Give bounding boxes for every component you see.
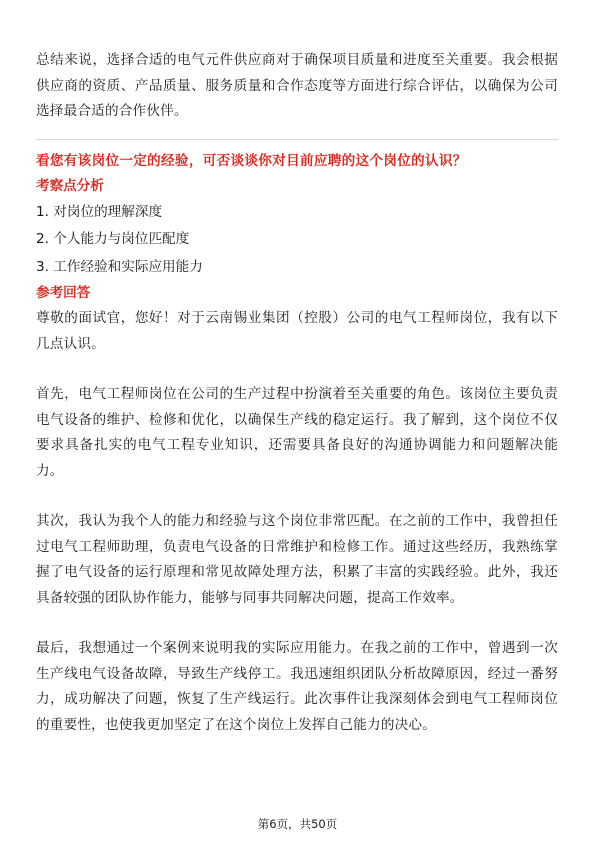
answer-paragraph: 尊敬的面试官，您好！对于云南锡业集团（控股）公司的电气工程师岗位，我有以下几点认识。 (36, 310, 558, 352)
interview-question: 看您有该岗位一定的经验，可否谈谈你对目前应聘的这个岗位的认识？ (36, 152, 467, 169)
answer-paragraph: 首先，电气工程师岗位在公司的生产过程中扮演着至关重要的角色。该岗位主要负责电气设备的维护、检修和优化，以确保生产线的稳定运行。我了解到，这个岗位不仅要求具备扎实的电气工程专业知识，还需要具备良好的沟通协调能力和问题解决能力。 (36, 386, 558, 479)
analysis-item: 3. 工作经验和实际应用能力 (36, 258, 203, 275)
intro-paragraph: 总结来说，选择合适的电气元件供应商对于确保项目质量和进度至关重要。我会根据供应商的资质、产品质量、服务质量和合作态度等方面进行综合评估，以确保为公司选择最合适的合作伙伴。 (36, 52, 558, 119)
paragraph-gap (36, 484, 558, 509)
answer-paragraph: 最后，我想通过一个案例来说明我的实际应用能力。在我之前的工作中，曾遇到一次生产线电气设备故障，导致生产线停工。我迅速组织团队分析故障原因，经过一番努力，成功解决了问题，恢复了生产线运行。此次事件让我深刻体会到电气工程师岗位的重要性，也使我更加坚定了在这个岗位上发挥自己能力的决心。 (36, 640, 558, 733)
paragraph-gap (36, 357, 558, 382)
page-content (36, 48, 558, 738)
analysis-item: 2. 个人能力与岗位匹配度 (36, 231, 190, 247)
page-number: 第6页，共50页 (257, 817, 338, 831)
section-divider (36, 139, 558, 140)
paragraph-gap (36, 611, 558, 636)
analysis-item: 1. 对岗位的理解深度 (36, 203, 163, 220)
analysis-title: 考察点分析 (36, 177, 104, 194)
answer-paragraph: 其次，我认为我个人的能力和经验与这个岗位非常匹配。在之前的工作中，我曾担任过电气工程师助理，负责电气设备的日常维护和检修工作。通过这些经历，我熟练掌握了电气设备的运行原理和常见故障处理方法，积累了丰富的实践经验。此外，我还具备较强的团队协作能力，能够与同事共同解决问题，提高工作效率。 (36, 513, 558, 606)
answer-title: 参考回答 (36, 285, 91, 301)
